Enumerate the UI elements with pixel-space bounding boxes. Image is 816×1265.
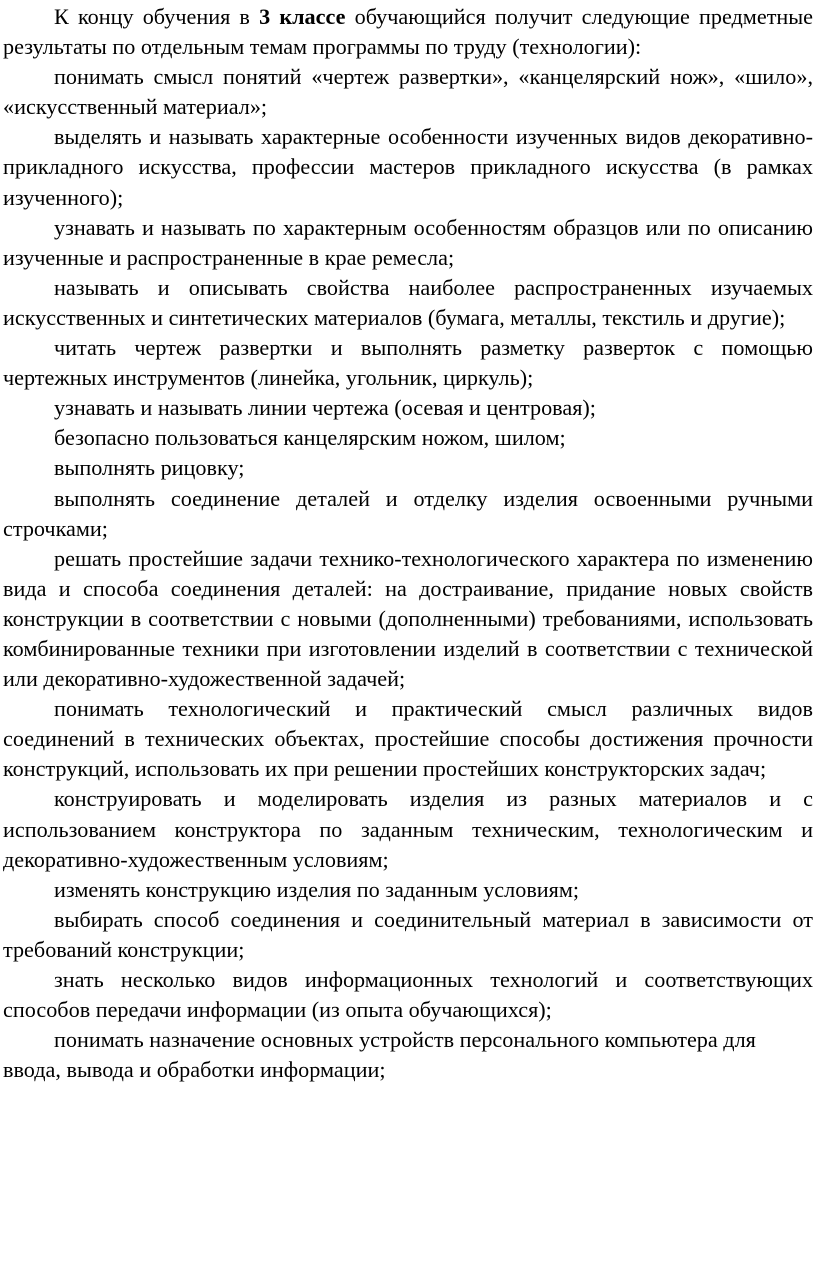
list-item: читать чертеж развертки и выполнять разметку разверток с помощью чертежных инструментов (линейка, угольник, циркуль); [3, 335, 813, 391]
list-item: узнавать и называть линии чертежа (осевая и центровая); [54, 395, 596, 421]
list-item: выделять и называть характерные особенности изученных видов декоративно-прикладного искусства, профессии мастеров прикладного искусства (в рамках изученного); [3, 124, 813, 210]
list-item: узнавать и называть по характерным особенностям образцов или по описанию изученные и распространенные в крае ремесла; [3, 214, 813, 270]
grade-label: 3 классе [259, 4, 346, 29]
list-item: понимать назначение основных устройств персонального компьютера для ввода, вывода и обработки информации; [3, 1027, 756, 1083]
intro-after: обучающийся получит следующие предметные результаты по отдельным темам программы по труду (технологии): [3, 4, 814, 60]
list-item: называть и описывать свойства наиболее распространенных изучаемых искусственных и синтетических материалов (бумага, металлы, текстиль и другие); [3, 274, 813, 330]
list-item: выбирать способ соединения и соединительный материал в зависимости от требований конструкции; [3, 906, 813, 962]
intro-paragraph [3, 2, 813, 62]
list-item: изменять конструкцию изделия по заданным условиям; [54, 876, 580, 902]
list-item: понимать смысл понятий «чертеж развертки», «канцелярский нож», «шило», «искусственный материал»; [3, 64, 813, 120]
list-item: выполнять соединение деталей и отделку изделия освоенными ручными строчками; [3, 485, 813, 541]
list-item: решать простейшие задачи технико-технологического характера по изменению вида и способа соединения деталей: на достраивание, придание новых свойств конструкции в соответствии с новыми (дополненными) требованиями, использовать комбинированные техники при изготовлении изделий в соответствии с технической или декоративно-художественной задачей; [3, 545, 813, 692]
intro-before: К концу обучения в [54, 4, 260, 29]
list-item: безопасно пользоваться канцелярским ножом, шилом; [54, 425, 566, 451]
list-item: конструировать и моделировать изделия из разных материалов и с использованием конструктора по заданным техническим, технологическим и декоративно-художественным условиям; [3, 786, 813, 872]
list-item: выполнять рицовку; [54, 455, 245, 481]
list-item: знать несколько видов информационных технологий и соответствующих способов передачи информации (из опыта обучающихся); [3, 967, 813, 1023]
list-item: понимать технологический и практический смысл различных видов соединений в технических объектах, простейшие способы достижения прочности конструкций, использовать их при решении простейших конструкторских задач; [3, 696, 813, 782]
